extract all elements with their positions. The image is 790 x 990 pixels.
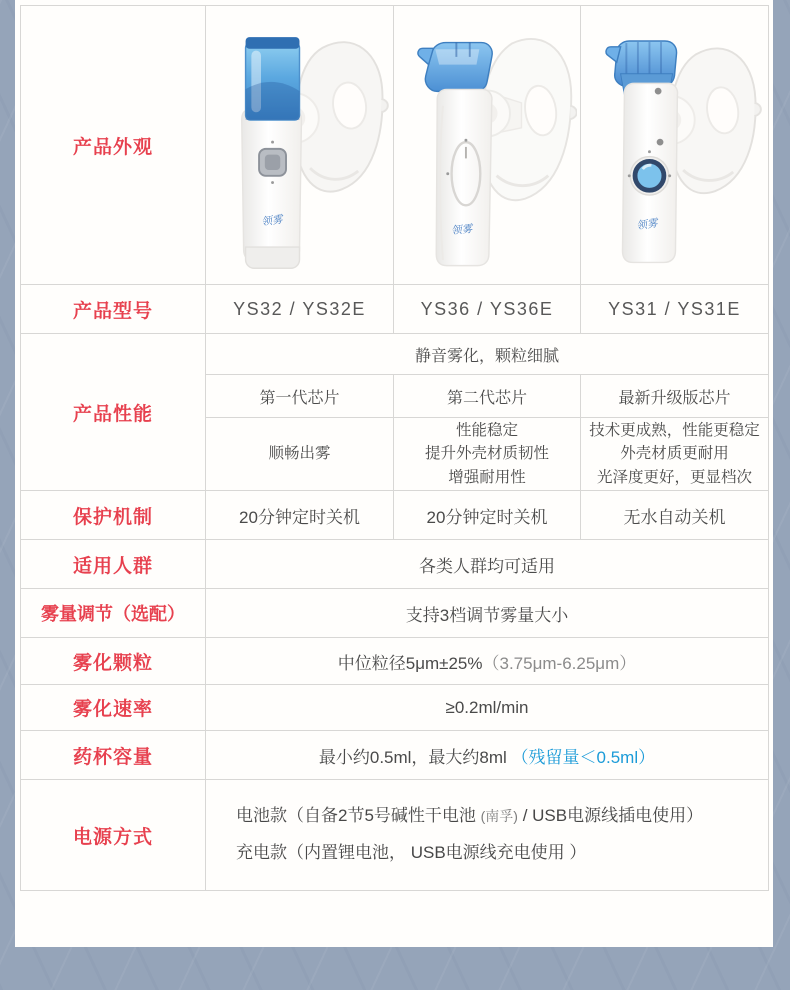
product-image-ys36: [397, 6, 577, 284]
spec-table: [20, 5, 769, 891]
nebulizer-ys32-illustration: [209, 11, 390, 279]
cell-features-ys32: 顺畅出雾: [206, 418, 394, 491]
row-label-power: 电源方式: [21, 780, 206, 891]
row-label-appearance: 产品外观: [21, 6, 206, 285]
row-label-particle: 雾化颗粒: [21, 638, 206, 685]
cell-model-ys36: YS36 / YS36E: [394, 285, 581, 334]
product-image-ys32: [209, 6, 390, 284]
brand-logo-text: 领雾: [450, 223, 473, 238]
cell-mist-adjust: 支持3档调节雾量大小: [206, 589, 769, 638]
power-battery-brand: (南孚): [480, 808, 518, 825]
row-mist-adjust: [21, 589, 769, 638]
row-label-audience: 适用人群: [21, 540, 206, 589]
nebulizer-ys36-illustration: [397, 11, 577, 279]
brand-logo-text: 领雾: [635, 217, 659, 233]
row-performance-shared: [21, 334, 769, 375]
cell-protection-ys36: 20分钟定时关机: [394, 491, 581, 540]
row-label-protection: 保护机制: [21, 491, 206, 540]
cell-model-ys32: YS32 / YS32E: [206, 285, 394, 334]
cell-chip-gen1: 第一代芯片: [206, 375, 394, 418]
cell-chip-latest: 最新升级版芯片: [581, 375, 769, 418]
row-label-model: 产品型号: [21, 285, 206, 334]
row-label-cup: 药杯容量: [21, 731, 206, 780]
cell-performance-shared: 静音雾化，颗粒细腻: [206, 334, 769, 375]
power-line-rechargeable: 充电款（内置锂电池， USB电源线充电使用 ）: [236, 843, 587, 862]
row-label-mist-adjust: 雾量调节（选配）: [21, 589, 206, 638]
cup-main: 最小约0.5ml，最大约8ml: [318, 747, 512, 767]
row-rate: [21, 685, 769, 731]
row-cup: [21, 731, 769, 780]
cell-cup: [206, 731, 769, 780]
row-particle: [21, 638, 769, 685]
cell-power: [206, 780, 769, 891]
cell-rate: ≥0.2ml/min: [206, 685, 769, 731]
nebulizer-ys31-illustration: [584, 11, 765, 279]
cell-chip-gen2: 第二代芯片: [394, 375, 581, 418]
cup-residual: （残留量＜0.5ml）: [511, 747, 656, 767]
cell-features-ys36: 性能稳定 提升外壳材质韧性 增强耐用性: [394, 418, 581, 491]
spec-card: [15, 0, 773, 947]
row-appearance: [21, 6, 769, 285]
row-label-performance: 产品性能: [21, 334, 206, 491]
cell-particle: [206, 638, 769, 685]
particle-main: 中位粒径5μm±25%: [337, 653, 483, 673]
product-image-ys31: [584, 6, 765, 284]
cell-features-ys31: 技术更成熟，性能更稳定 外壳材质更耐用 光泽度更好，更显档次: [581, 418, 769, 491]
brand-logo-text: 领雾: [260, 213, 284, 229]
power-line-battery: 电池款（自备2节5号碱性干电池 (南孚) / USB电源线插电使用）: [236, 806, 704, 826]
row-power: [21, 780, 769, 891]
cell-protection-ys32: 20分钟定时关机: [206, 491, 394, 540]
particle-range: （3.75μm-6.25μm）: [482, 653, 637, 673]
row-protection: [21, 491, 769, 540]
cell-audience: 各类人群均可适用: [206, 540, 769, 589]
cell-model-ys31: YS31 / YS31E: [581, 285, 769, 334]
cell-protection-ys31: 无水自动关机: [581, 491, 769, 540]
row-model: [21, 285, 769, 334]
row-audience: [21, 540, 769, 589]
row-label-rate: 雾化速率: [21, 685, 206, 731]
